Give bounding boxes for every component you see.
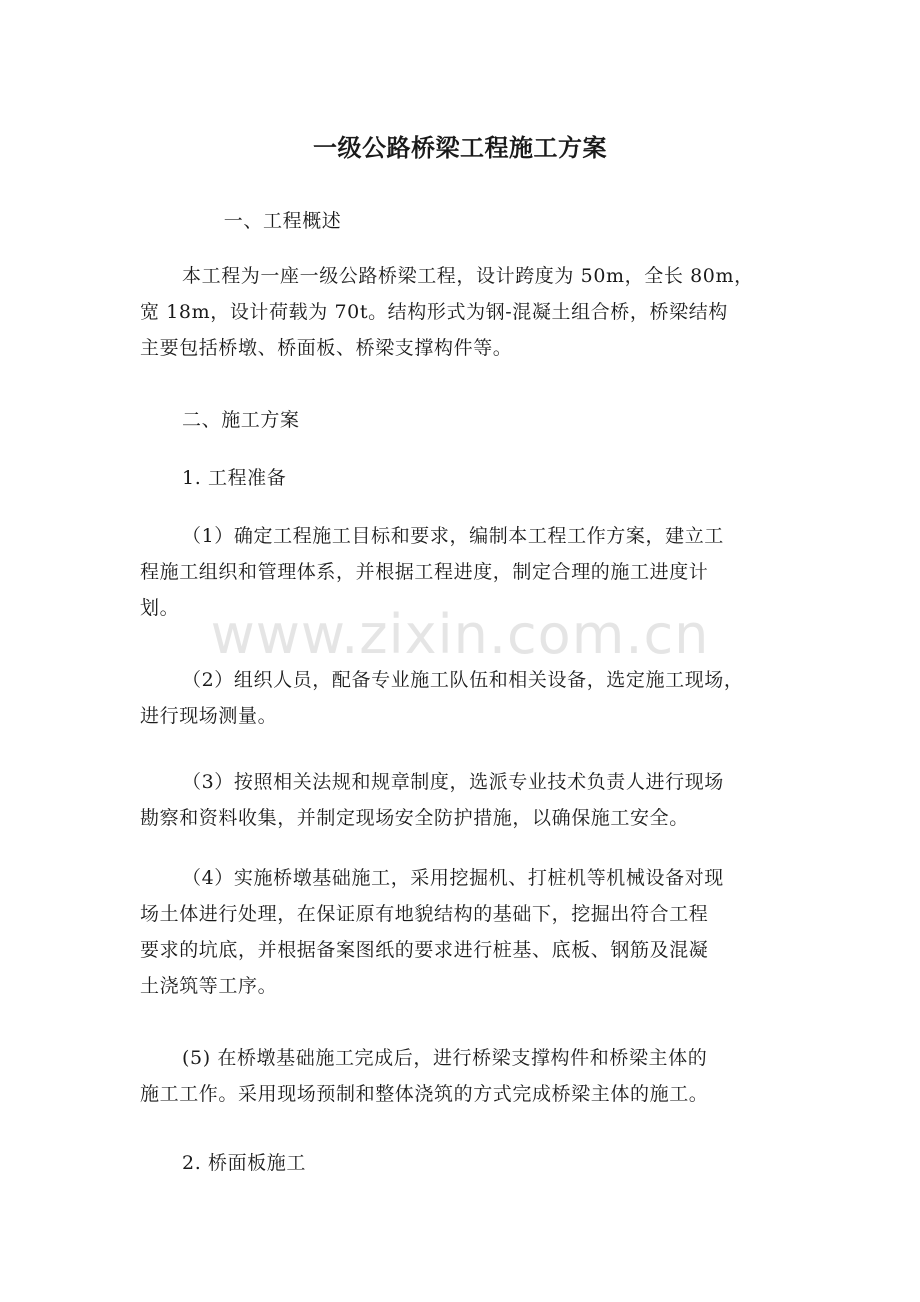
paragraph-line: （2）组织人员，配备专业施工队伍和相关设备，选定施工现场，: [182, 669, 744, 691]
subheading-text: 2. 桥面板施工: [182, 1152, 306, 1174]
heading-text: 一、工程概述: [223, 210, 342, 232]
list-item-3: [140, 764, 780, 836]
subheading-preparation: [140, 460, 780, 496]
paragraph-line: 本工程为一座一级公路桥梁工程，设计跨度为 50m，全长 80m，: [182, 265, 754, 287]
list-item-1: [140, 518, 780, 626]
watermark-text: www.zixin.com.cn: [210, 603, 710, 666]
heading-text: 二、施工方案: [182, 409, 300, 431]
paragraph-line: 程施工组织和管理体系，并根据工程进度，制定合理的施工进度计: [140, 561, 709, 583]
list-item-2: [140, 662, 780, 734]
section-heading-plan: [140, 402, 780, 438]
paragraph-line: 勘察和资料收集，并制定现场安全防护措施，以确保施工安全。: [140, 807, 689, 829]
subheading-text: 1. 工程准备: [182, 467, 287, 489]
paragraph-line: 施工工作。采用现场预制和整体浇筑的方式完成桥梁主体的施工。: [140, 1083, 709, 1105]
list-item-5: [140, 1040, 780, 1112]
paragraph-line: 划。: [140, 597, 180, 619]
paragraph-line: （1）确定工程施工目标和要求，编制本工程工作方案，建立工: [182, 525, 724, 547]
paragraph-line: （4）实施桥墩基础施工，采用挖掘机、打桩机等机械设备对现: [182, 867, 724, 889]
paragraph-overview: [140, 258, 780, 366]
paragraph-line: 主要包括桥墩、桥面板、桥梁支撑构件等。: [140, 337, 513, 359]
paragraph-line: （3）按照相关法规和规章制度，选派专业技术负责人进行现场: [182, 771, 724, 793]
paragraph-line: 宽 18m，设计荷载为 70t。结构形式为钢-混凝土组合桥，桥梁结构: [140, 301, 728, 323]
section-heading-overview: [140, 203, 780, 239]
paragraph-line: 场土体进行处理，在保证原有地貌结构的基础下，挖掘出符合工程: [140, 903, 709, 925]
document-title: 一级公路桥梁工程施工方案: [313, 134, 607, 162]
paragraph-line: 进行现场测量。: [140, 705, 278, 727]
paragraph-line: 要求的坑底，并根据备案图纸的要求进行桩基、底板、钢筋及混凝: [140, 939, 709, 961]
paragraph-line: (5) 在桥墩基础施工完成后，进行桥梁支撑构件和桥梁主体的: [182, 1047, 708, 1069]
paragraph-line: 土浇筑等工序。: [140, 975, 278, 997]
subheading-deck-construction: [140, 1145, 780, 1181]
list-item-4: [140, 860, 780, 1004]
